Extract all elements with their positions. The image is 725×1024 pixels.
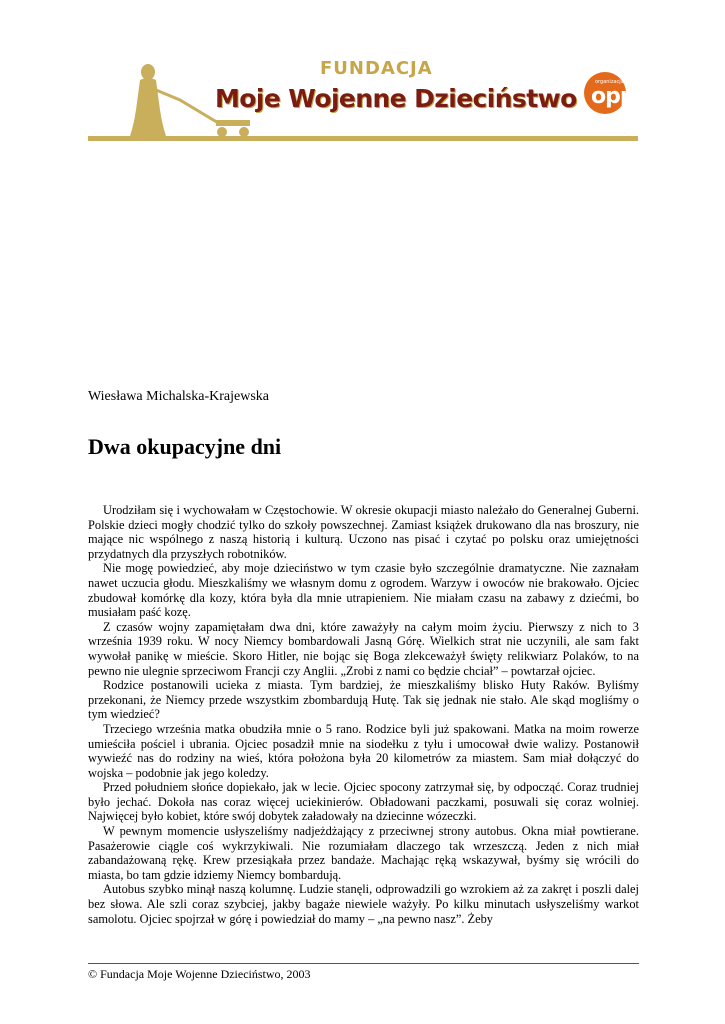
opp-logo-icon [584,72,635,116]
footer-copyright: © Fundacja Moje Wojenne Dzieciństwo, 2003 [88,967,311,981]
opp-logo-caption: organizacja [595,79,624,85]
author-name: Wiesława Michalska-Krajewska [88,389,269,404]
page-header [0,0,725,150]
paragraph: Autobus szybko minął naszą kolumnę. Ludzie stanęli, odprowadzili go wzrokiem aż za zakręt i poszli dalej bez słowa. Ale szli coraz szybciej, jakby bagaże niewiele ważyły. Po kilku minutach usłyszeliśmy warkot samolotu. Ojciec spojrzał w górę i powiedział do mamy – „na pewno nasz”. Żeby [88,882,639,926]
document-title: Dwa okupacyjne dni [88,434,282,459]
opp-logo-text: opp [591,84,635,109]
document-body [88,503,639,926]
header-divider [88,136,638,141]
paragraph: Trzeciego września matka obudziła mnie o 5 rano. Rodzice byli już spakowani. Matka na moim rowerze umieściła pościel i ubrania. Ojciec posadził mnie na siodełku z tyłu i umocował dwie walizy. Postanowił wywieźć nas do rodziny na wieś, która położona była 20 kilometrów za miastem. Sam miał dołączyć do wojska – podobnie jak jego koledzy. [88,721,639,780]
paragraph: Rodzice postanowili ucieka z miasta. Tym bardziej, że mieszkaliśmy blisko Huty Raków. Byliśmy przekonani, że Niemcy przede wszystkim zbombardują Hutę. Tak się jednak nie stało. Ale skąd mogliśmy o tym wiedzieć? [88,678,639,722]
paragraph: W pewnym momencie usłyszeliśmy nadjeżdżający z przeciwnej strony autobus. Okna miał powtierane. Pasażerowie ciągle coś wykrzykiwali. Nie rozumiałam dlaczego tak wrzeszczą. Jeden z nich miał zabandażowaną rękę. Krew przesiąkała przez bandaże. Machając ręką wskazywał, byśmy się wrócili do miasta, bo tam gdzie idziemy Niemcy bombardują. [88,824,639,882]
footer-divider [88,963,639,964]
foundation-prefix: FUNDACJA [320,58,433,79]
foundation-name: Moje Wojenne Dzieciństwo [215,84,577,113]
paragraph: Nie mogę powiedzieć, aby moje dzieciństwo w tym czasie było szczególnie dramatyczne. Nie zaznałam nawet uczucia głodu. Mieszkaliśmy we własnym domu z ogrodem. Warzyw i owoców nie brakowało. Ojciec zbudował komórkę dla kozy, która była dla mnie utrapieniem. Nie miałam czasu na zabawy z dziećmi, bo musiałam paść kozę. [88,561,639,620]
paragraph: Przed południem słońce dopiekało, jak w lecie. Ojciec spocony zatrzymał się, by odpocząć. Coraz trudniej było jechać. Dokoła nas coraz więcej uciekinierów. Obładowani paczkami, posuwali się coraz wolniej. Najwięcej było kobiet, które swój dobytek załadowały na dziecinne wózeczki. [88,780,639,824]
paragraph: Z czasów wojny zapamiętałam dwa dni, które zaważyły na całym moim życiu. Pierwszy z nich to 3 września 1939 roku. W nocy Niemcy bombardowali Jasną Górę. Wielkich strat nie uczynili, ale sam fakt wywołał panikę w mieście. Skoro Hitler, nie bojąc się Boga zlekceważył święty relikwiarz Polaków, to na pewno nie ulegnie sprzeciwom Francji czy Anglii. „Zrobi z nami co będzie chciał” – powtarzał ojciec. [88,619,639,678]
paragraph: Urodziłam się i wychowałam w Częstochowie. W okresie okupacji miasto należało do Generalnej Guberni. Polskie dzieci mogły chodzić tylko do szkoły powszechnej. Zamiast książek drukowano dla nas broszury, nie mające nic wspólnego z naszą historią i kulturą. Uczono nas pisać i czytać po polsku oraz umiejętności przydatnych dla przyszłych robotników. [88,503,639,561]
